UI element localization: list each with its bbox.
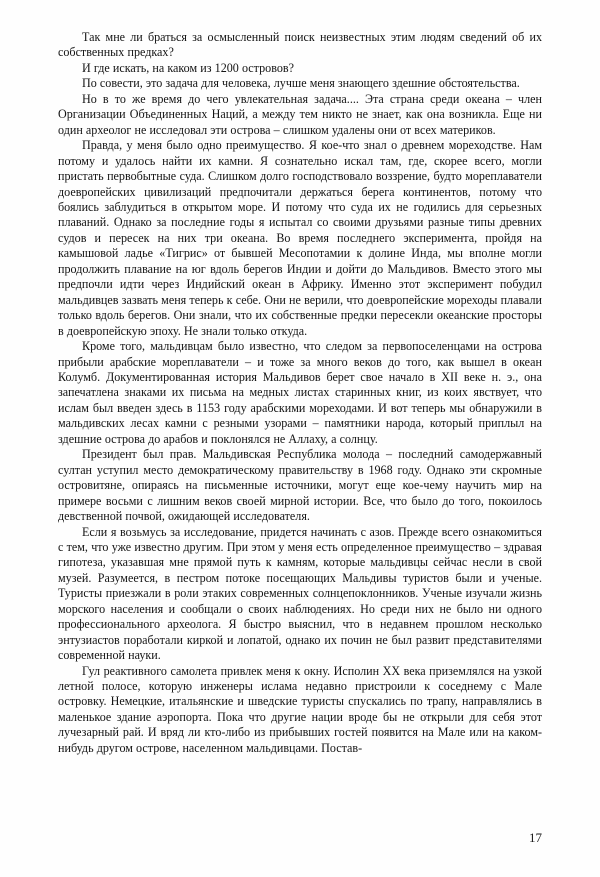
paragraph: Так мне ли браться за осмысленный поиск неизвестных этим людям сведений об их собственных предках? [58, 30, 542, 60]
paragraph: Гул реактивного самолета привлек меня к окну. Исполин XX века приземлялся на узкой летной полосе, которую инженеры ислама недавно пристроили к соседнему с Мале островку. Немецкие, итальянские и шведские туристы спускались по трапу, направлялись в маленькое здание аэропорта. Пока что другие нации вроде бы не открыли для себя этот лучезарный рай. И вряд ли кто-либо из прибывших гостей появится на Мале или на каком-нибудь другом острове, населенном мальдивцами. Постав- [58, 663, 542, 755]
paragraph: Правда, у меня было одно преимущество. Я кое-что знал о древнем мореходстве. Нам потому и удалось найти их камни. Я сознательно искал там, где, скорее всего, могли пристать первобытные суда. Слишком долго господствовало воззрение, будто мореплаватели доевропейских цивилизаций предпочитали держаться берега континентов, потому что боялись заблудиться в открытом море. И потому что суда их не годились для серьезных плаваний. Однако за последние годы я испытал со своими друзьями разные типы древних судов и пересек на них три океана. Во время последнего эксперимента, пройдя на камышовой ладье «Тигрис» от бывшей Месопотамии к долине Инда, мы вполне могли продолжить плавание на юг вдоль берегов Индии и дойти до Мальдивов. Вместо этого мы предпочли идти через Индийский океан в Африку. Именно этот эксперимент побудил мальдивцев зазвать меня теперь к себе. Они не верили, что доевропейские мореходы плавали только вдоль берегов. Они знали, что их собственные предки пересекли океанские просторы в доевропейскую эпоху. Не знали только откуда. [58, 138, 542, 338]
page-number: 17 [529, 830, 542, 845]
paragraph: По совести, это задача для человека, лучше меня знающего здешние обстоятельства. [82, 76, 520, 91]
paragraph: Президент был прав. Мальдивская Республика молода – последний самодержавный султан уступил место демократическому правительству в 1968 году. Однако эти скромные островитяне, опираясь на письменные источники, могут еще кое-чему научить мир на примере восьми с лишним веков своей мирной истории. Все, что было до того, покоилось девственной почвой, ожидающей исследователя. [58, 447, 542, 524]
paragraph: Если я возьмусь за исследование, придется начинать с азов. Прежде всего ознакомиться с тем, что уже известно другим. При этом у меня есть определенное преимущество – здравая гипотеза, указавшая мне прямой путь к камням, которые мальдивцы сейчас несли в свой музей. Разумеется, в пестром потоке посещающих Мальдивы туристов были и ученые. Туристы приезжали в роли этаких современных солнцепоклонников. Ученые изучали жизнь морского населения и сообщали о своих наблюдениях. Но среди них не было ни одного профессионального археолога. Я быстро выяснил, что в недавнем прошлом несколько энтузиастов поработали киркой и лопатой, однако их почин не был развит представителями современной науки. [58, 524, 542, 663]
body-text-column [58, 30, 542, 756]
paragraph: И где искать, на каком из 1200 островов? [82, 60, 294, 75]
paragraph: Кроме того, мальдивцам было известно, что следом за первопоселенцами на острова прибыли арабские мореплаватели – и тоже за много веков до того, как вышел в океан Колумб. Документированная история Мальдивов берет свое начало в XII веке н. э., она запечатлена знаками их письма на медных листах старинных книг, из коих явствует, что ислам был введен здесь в 1153 году арабскими мореходами. И вот теперь мы обнаружили в мальдивских лесах камни с резными узорами – памятники народа, который приплыл на здешние острова до арабов и поклонялся не Аллаху, а солнцу. [58, 339, 542, 446]
paragraph: Но в то же время до чего увлекательная задача.... Эта страна среди океана – член Организации Объединенных Наций, а между тем никто не знает, как она возникла. Еще ни один археолог не исследовал эти острова – слишком удалены они от всех материков. [58, 91, 542, 137]
